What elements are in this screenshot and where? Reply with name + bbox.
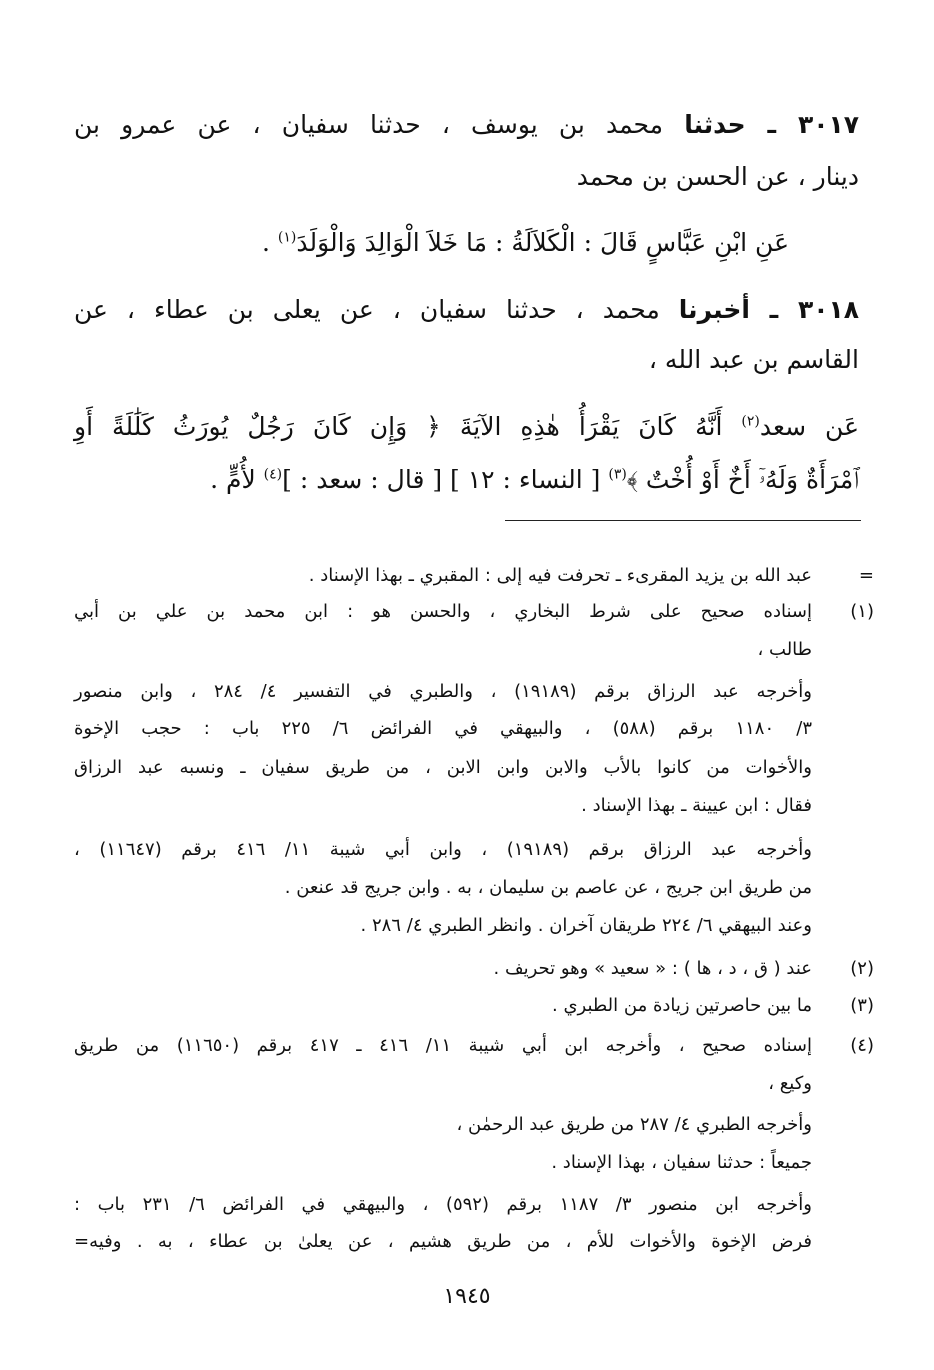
hadith-3018-quran-verse-end: ٱمْرَأَةٌ وَلَهُۥٓ أَخٌ أَوْ أُخْتٌ ﴾ xyxy=(626,465,859,494)
hadith-3018-line-1 xyxy=(74,295,859,325)
hadith-3017-line-1 xyxy=(74,110,859,140)
footnote-3-line-1: ما بين حاصرتين زيادة من الطبري . xyxy=(552,995,812,1016)
footnote-1-line-5: والأخوات من كانوا بالأب والابن وابن الابن ، من طريق سفيان ـ ونسبه عبد الرزاق xyxy=(74,757,812,778)
footnote-separator xyxy=(505,520,861,521)
footnote-2-line-1: عند ( ق ، د ، ها ) : « سعيد » وهو تحريف . xyxy=(493,958,812,979)
footnote-4-line-3: وأخرجه الطبري ٤/ ٢٨٧ من طريق عبد الرحمٰن ، xyxy=(456,1114,812,1135)
footnote-1-line-2: طالب ، xyxy=(757,639,812,660)
footnote-1-line-8: من طريق ابن جريج ، عن عاصم بن سليمان ، به . وابن جريج قد عنعن . xyxy=(284,877,812,898)
footnote-1-line-6: فقال : ابن عيينة ـ بهذا الإسناد . xyxy=(581,795,812,816)
footnote-ref-1: (١) xyxy=(277,229,297,246)
hadith-3017-line-2: دينار ، عن الحسن بن محمد xyxy=(576,162,859,191)
hadith-3017-text: محمد بن يوسف ، حدثنا سفيان ، عن عمرو بن xyxy=(74,110,685,139)
footnote-4-line-1: إسناده صحيح ، وأخرجه ابن أبي شيبة ١١/ ٤١٦ ـ ٤١٧ برقم (١١٦٥٠) من طريق xyxy=(74,1035,813,1056)
footnote-1-line-4: ٣/ ١١٨٠ برقم (٥٨٨) ، والبيهقي في الفرائض ٦/ ٢٢٥ باب : حجب الإخوة xyxy=(74,718,812,739)
hadith-3017-matn-end: . xyxy=(261,228,278,257)
page-number: ١٩٤٥ xyxy=(443,1284,491,1309)
hadith-3018-matn-a: عَن سعد xyxy=(759,412,859,441)
footnote-4-line-6: فرض الإخوة والأخوات للأم ، من طريق هشيم ، عن يعلىٰ بن عطاء ، به . وفيه= xyxy=(74,1231,812,1252)
hadith-3018-citation: [ النساء : ١٢ ] [ قال : سعد : ] xyxy=(282,465,609,494)
footnote-2-marker: (٢) xyxy=(850,958,874,979)
hadith-3018-text: محمد ، حدثنا سفيان ، عن يعلى بن عطاء ، عن xyxy=(74,295,679,324)
footnote-ref-3: (٣) xyxy=(608,466,627,483)
hadith-3018-quran-verse: أَنَّهُ كَانَ يَقْرَأُ هٰذِهِ الآيَةَ ﴿ وَإِن كَانَ رَجُلٌ يُورَثُ كَلَٰلَةً أَوِ xyxy=(74,412,742,441)
footnote-1-line-3: وأخرجه عبد الرزاق برقم (١٩١٨٩) ، والطبري في التفسير ٤/ ٢٨٤ ، وابن منصور xyxy=(74,681,812,702)
hadith-3018-matn-line-1 xyxy=(74,412,859,442)
footnote-1-line-7: وأخرجه عبد الرزاق برقم (١٩١٨٩) ، وابن أبي شيبة ١١/ ٤١٦ برقم (١١٦٤٧) ، xyxy=(74,839,812,860)
footnote-continuation: عبد الله بن يزيد المقرىء ـ تحرفت فيه إلى : المقبري ـ بهذا الإسناد . xyxy=(308,565,812,586)
footnote-ref-2: (٢) xyxy=(741,413,760,430)
hadith-3018-matn-line-2 xyxy=(74,465,859,495)
hadith-3017-matn-text: عَنِ ابْنِ عَبَّاسٍ قَالَ : الْكَلاَلَةُ : مَا خَلاَ الْوَالِدَ وَالْوَلَدَ xyxy=(296,228,789,257)
footnote-4-line-4: جميعاً : حدثنا سفيان ، بهذا الإسناد . xyxy=(551,1152,812,1173)
footnote-3-marker: (٣) xyxy=(850,995,874,1016)
footnote-4-marker: (٤) xyxy=(850,1035,874,1056)
hadith-3017-matn xyxy=(4,228,789,258)
footnote-1-line-1: إسناده صحيح على شرط البخاري ، والحسن هو : ابن محمد بن علي بن أبي xyxy=(74,601,812,622)
hadith-3018-number: ٣٠١٨ ـ أخبرنا xyxy=(678,295,859,324)
footnote-4-line-2: وكيع ، xyxy=(768,1073,812,1094)
footnote-4-line-5: وأخرجه ابن منصور ٣/ ١١٨٧ برقم (٥٩٢) ، والبيهقي في الفرائض ٦/ ٢٣١ باب : xyxy=(74,1194,812,1215)
footnote-ref-4: (٤) xyxy=(263,466,283,483)
footnote-continuation-marker: = xyxy=(858,565,874,586)
footnote-1-marker: (١) xyxy=(850,601,874,622)
hadith-3017-number: ٣٠١٧ ـ حدثنا xyxy=(684,110,860,139)
hadith-3018-matn-end: لأُمٍّ . xyxy=(210,465,264,494)
footnote-1-line-9: وعند البيهقي ٦/ ٢٢٤ طريقان آخران . وانظر الطبري ٤/ ٢٨٦ . xyxy=(360,915,812,936)
hadith-3018-line-2: القاسم بن عبد الله ، xyxy=(648,345,859,374)
